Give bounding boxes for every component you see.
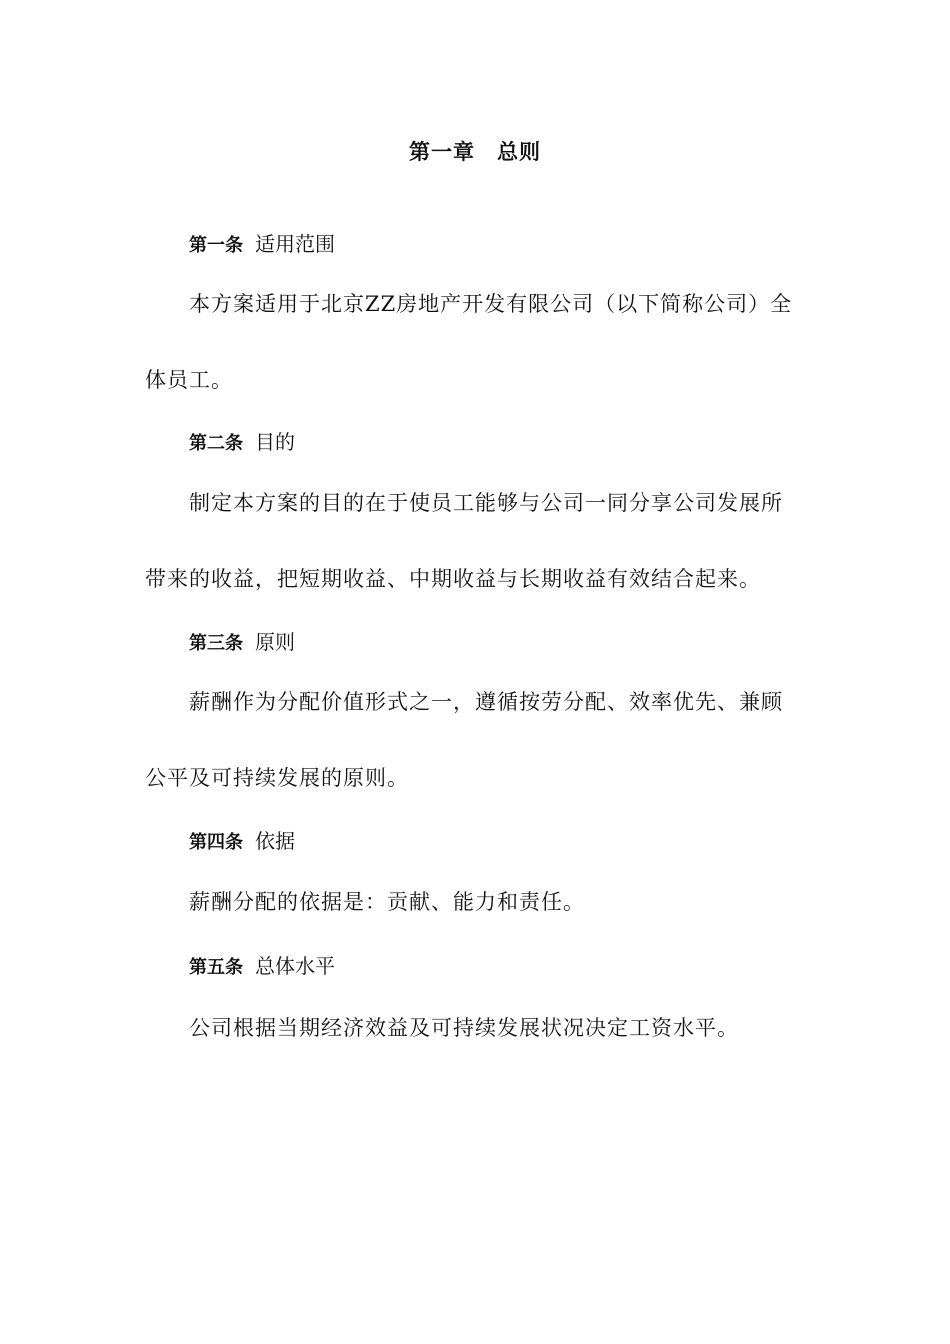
article-name: 总体水平	[255, 954, 335, 978]
article-number: 第三条	[189, 633, 243, 654]
paragraph-line: 薪酬分配的依据是：贡献、能力和责任。	[189, 890, 585, 914]
article-number: 第五条	[189, 957, 243, 978]
paragraph-line: 制定本方案的目的在于使员工能够与公司一同分享公司发展所	[189, 491, 783, 515]
article-heading	[189, 626, 295, 655]
article-name: 适用范围	[255, 232, 335, 256]
article-name: 目的	[255, 430, 295, 454]
paragraph-line: 体员工。	[145, 368, 233, 392]
article-heading	[189, 950, 335, 979]
paragraph-line: 公平及可持续发展的原则。	[145, 766, 409, 790]
article-number: 第一条	[189, 235, 243, 256]
article-heading	[189, 426, 295, 455]
article-heading	[189, 228, 335, 257]
paragraph-line: 薪酬作为分配价值形式之一，遵循按劳分配、效率优先、兼顾	[189, 690, 783, 714]
chapter-title: 第一章 总则	[409, 139, 541, 164]
article-name: 原则	[255, 630, 295, 654]
article-heading	[189, 825, 295, 854]
paragraph-line: 带来的收益，把短期收益、中期收益与长期收益有效结合起来。	[145, 567, 761, 591]
article-number: 第四条	[189, 832, 243, 853]
paragraph-line: 公司根据当期经济效益及可持续发展状况决定工资水平。	[189, 1016, 739, 1040]
paragraph-line: 本方案适用于北京ZZ房地产开发有限公司（以下简称公司）全	[189, 292, 793, 316]
article-number: 第二条	[189, 433, 243, 454]
article-name: 依据	[255, 829, 295, 853]
